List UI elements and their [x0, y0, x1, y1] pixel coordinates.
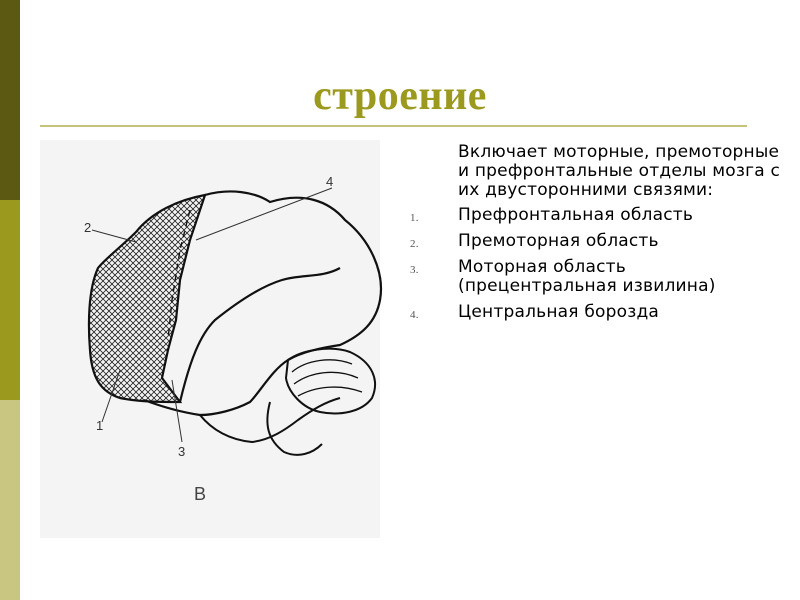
figure-edge [380, 140, 394, 538]
list-text: Моторная область (прецентральная извилина) [458, 257, 716, 296]
list-text: Премоторная область [458, 231, 659, 251]
label-4: 4 [326, 174, 334, 189]
title-divider [40, 125, 747, 127]
brain-diagram [40, 140, 394, 538]
list-item [410, 258, 790, 296]
list-number: 1. [410, 212, 419, 224]
list-text: Центральная борозда [458, 302, 660, 322]
intro-paragraph: Включает моторные, премоторные и префронтальные отделы мозга с их двусторонними связями: [458, 142, 781, 200]
figure-caption: B [194, 484, 207, 504]
list-item [410, 206, 790, 225]
list-number: 2. [410, 238, 419, 250]
list-item [410, 232, 790, 251]
label-3: 3 [178, 444, 186, 459]
list-item [410, 303, 790, 322]
label-1: 1 [96, 418, 104, 433]
content-text [410, 143, 790, 329]
side-bar-segment-light [0, 400, 20, 600]
slide-title: строение [313, 73, 487, 119]
list-text: Префронтальная область [458, 205, 694, 225]
label-2: 2 [84, 220, 92, 235]
numbered-list [410, 206, 790, 322]
side-bar-segment-mid [0, 200, 20, 400]
list-number: 3. [410, 264, 419, 276]
list-number: 4. [410, 309, 419, 321]
